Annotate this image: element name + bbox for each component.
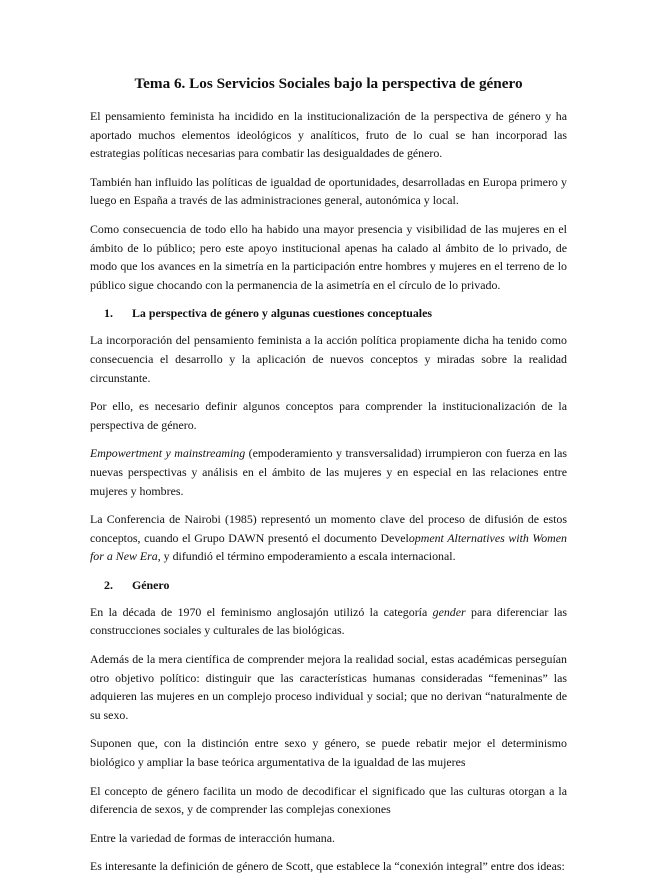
- paragraph-9: Además de la mera científica de comprender mejora la realidad social, estas académicas perseguían otro objetivo político: distinguir que las características humanas consideradas “femeninas” las adquieren las mujeres en un complejo proceso individual y social; que no derivan “naturalmente de su sexo.: [90, 652, 567, 722]
- paragraph-1: El pensamiento feminista ha incidido en la institucionalización de la perspectiva de género y ha aportado muchos elementos ideológicos y analíticos, fruto de lo cual se han incorporad las estrategias políticas necesarias para combatir las desigualdades de género.: [90, 109, 567, 161]
- paragraph-12: Entre la variedad de formas de interacción humana.: [90, 830, 335, 845]
- paragraph-4: La incorporación del pensamiento feminista a la acción política propiamente dicha ha tenido como consecuencia el desarrollo y la aplicación de nuevos conceptos y miradas sobre la realidad circunstante.: [90, 333, 567, 385]
- paragraph-3: Como consecuencia de todo ello ha habido una mayor presencia y visibilidad de las mujeres en el ámbito de lo público; pero este apoyo institucional apenas ha calado al ámbito de lo privado, de modo que los avances en la simetría en la participación entre hombres y mujeres en el terreno de lo público sigue chocando con la permanencia de la asimetría en el círculo de lo privado.: [90, 221, 567, 292]
- paragraph-6-italic: Empowertment y mainstreaming: [90, 446, 246, 461]
- paragraph-7-italic: opment Alternatives with Women for a New Era: [90, 530, 567, 564]
- paragraph-2: También han influido las políticas de igualdad de oportunidades, desarrolladas en Europa primero y luego en España a través de las administraciones general, autonómica y local.: [90, 174, 567, 208]
- paragraph-13: Es interesante la definición de género de Scott, que establece la “conexión integral” entre dos ideas:: [90, 859, 565, 874]
- paragraph-8-text-a: En la década de 1970 el feminismo anglosajón utilizó la categoría: [90, 604, 433, 619]
- page-title: Tema 6. Los Servicios Sociales bajo la perspectiva de género: [134, 75, 523, 92]
- section-heading-1: [90, 304, 567, 322]
- section-number-2: 2.: [104, 577, 113, 592]
- paragraph-8-text-b: para diferenciar las construcciones sociales y culturales de las biológicas.: [90, 604, 567, 638]
- paragraph-8-italic: gender: [432, 604, 466, 619]
- paragraph-5: Por ello, es necesario definir algunos conceptos para comprender la institucionalización de la perspectiva de género.: [90, 399, 567, 432]
- paragraph-7-text-b: , y difundió el término empoderamiento a escala internacional.: [157, 549, 456, 564]
- paragraph-11: El concepto de género facilita un modo de decodificar el significado que las culturas otorgan a la diferencia de sexos, y de comprender las complejas conexiones: [90, 783, 567, 817]
- paragraph-6-text: (empoderamiento y transversalidad) irrumpieron con fuerza en las nuevas perspectivas y análisis en el ámbito de las mujeres y en especial en las relaciones entre mujeres y hombres.: [90, 446, 567, 498]
- paragraph-10: Suponen que, con la distinción entre sexo y género, se puede rebatir mejor el determinismo biológico y ampliar la base teórica argumentativa de la igualdad de las mujeres: [90, 736, 567, 770]
- section-title-2: Género: [132, 577, 170, 592]
- section-heading-2: [90, 576, 567, 594]
- section-title-1: La perspectiva de género y algunas cuestiones conceptuales: [132, 306, 433, 321]
- paragraph-7-text-a: La Conferencia de Nairobi (1985) representó un momento clave del proceso de difusión de estos conceptos, cuando el Grupo DAWN presentó el documento Devel: [90, 512, 567, 545]
- section-number-1: 1.: [104, 306, 113, 321]
- paragraph-7: [90, 510, 567, 566]
- paragraph-6: [90, 444, 567, 500]
- paragraph-8: [90, 603, 567, 640]
